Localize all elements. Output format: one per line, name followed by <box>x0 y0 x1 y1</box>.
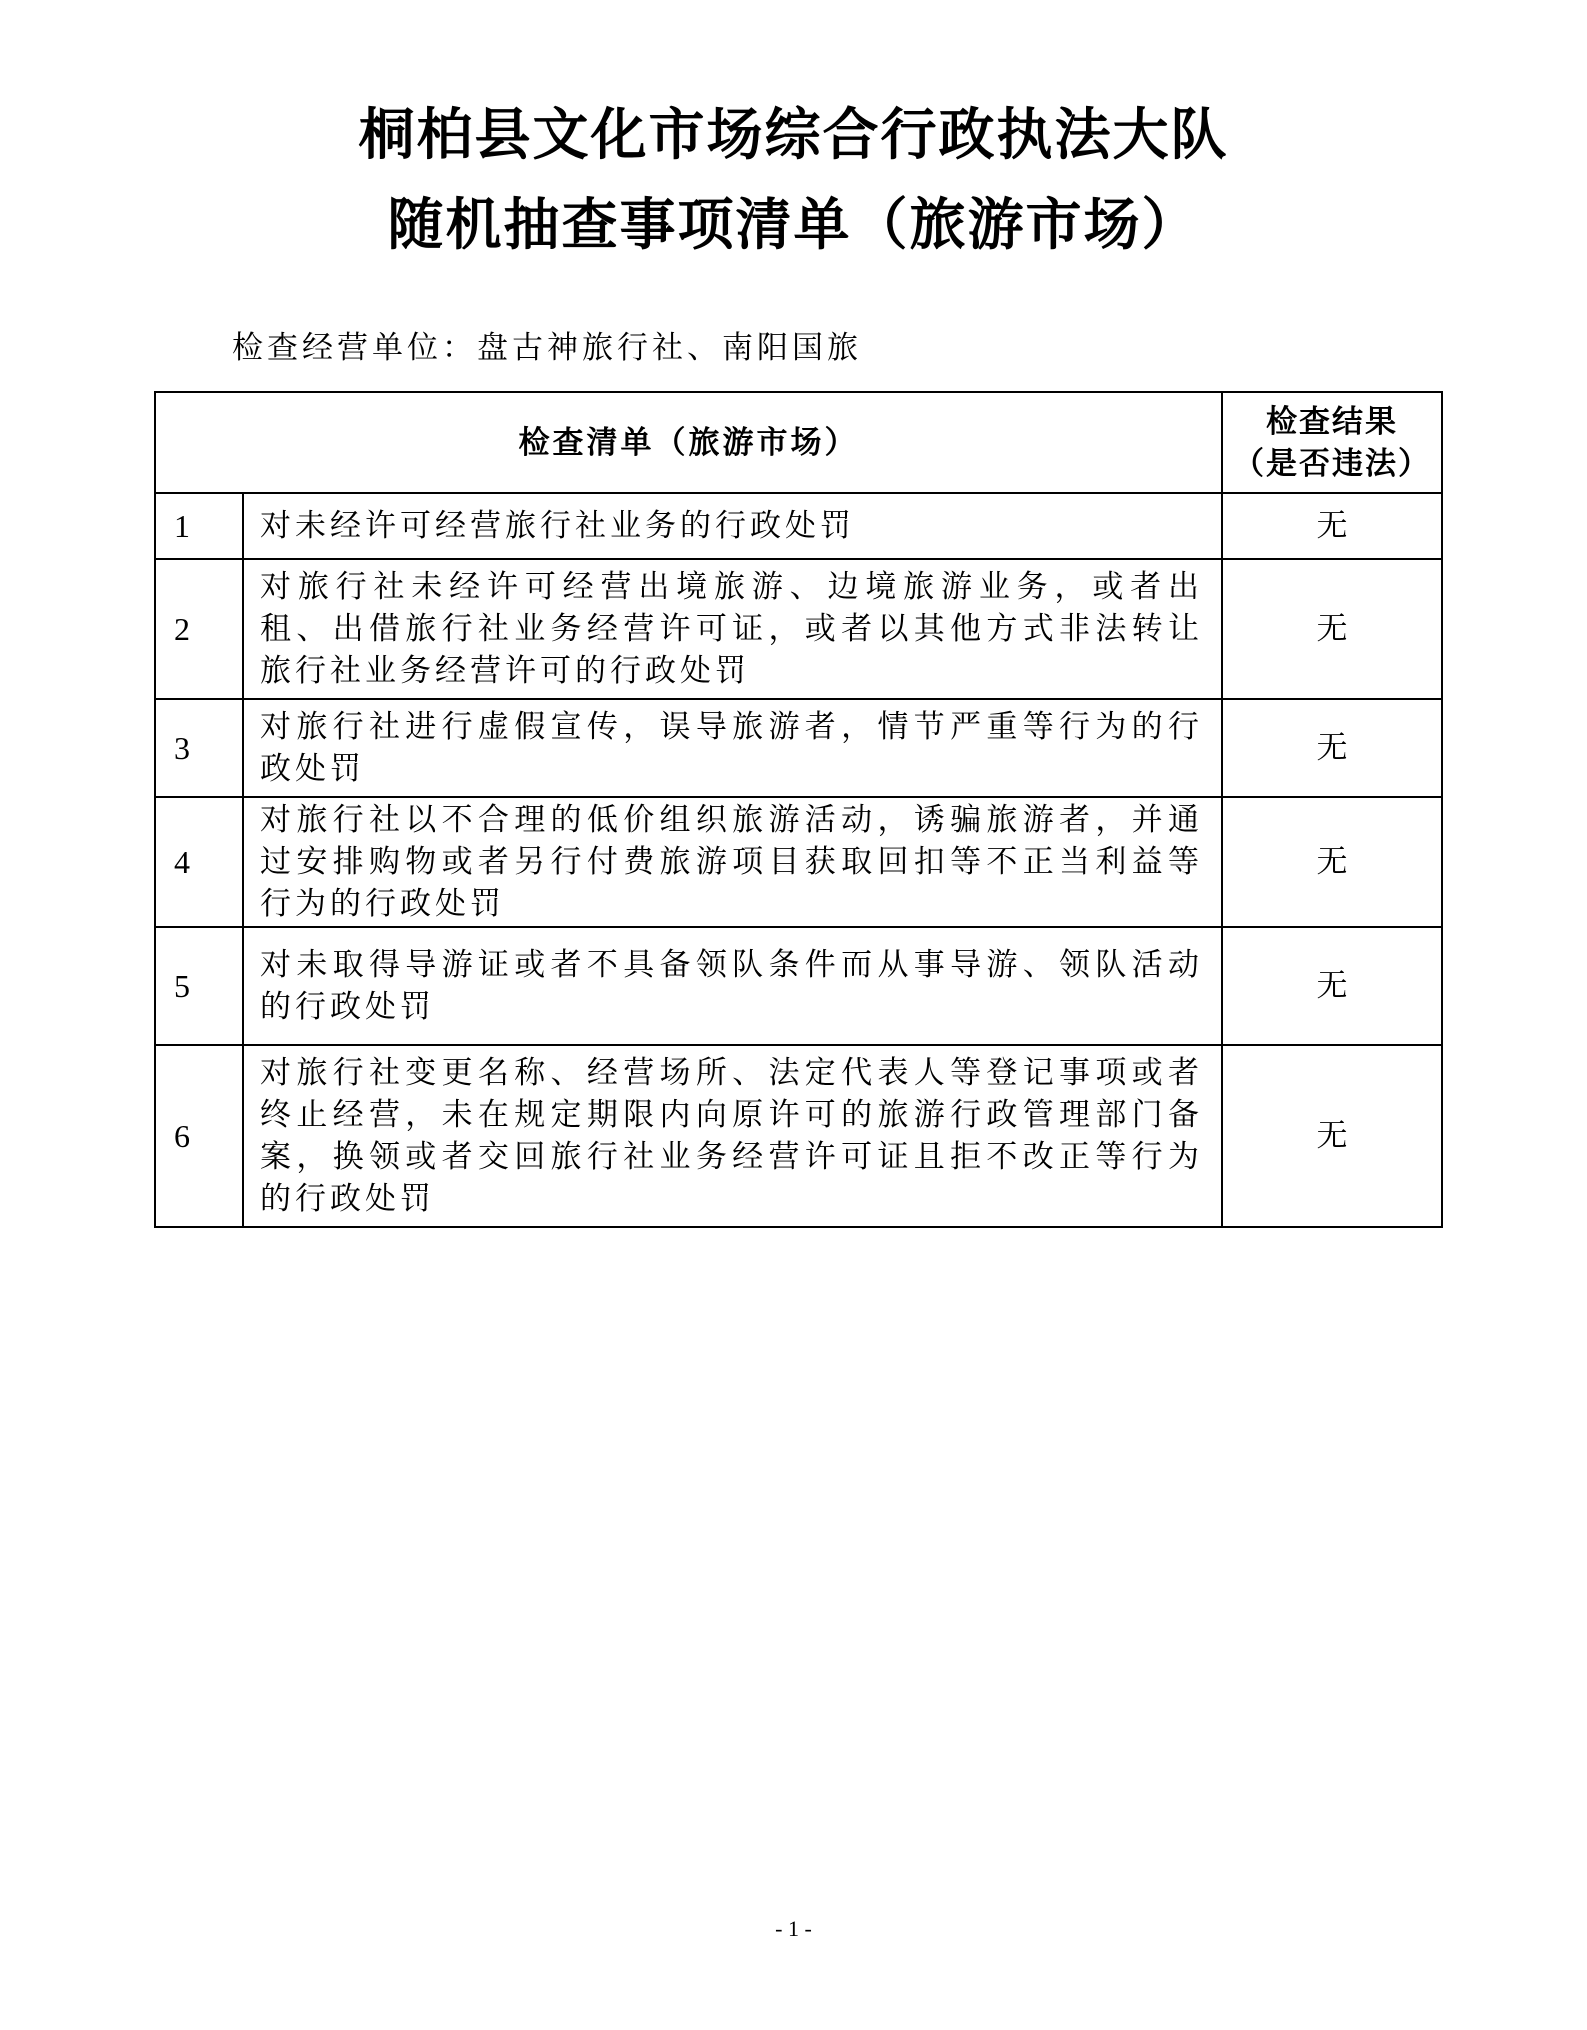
table-row <box>155 797 1442 927</box>
row-item: 对未经许可经营旅行社业务的行政处罚 <box>243 493 1222 559</box>
header-checklist: 检查清单（旅游市场） <box>155 392 1222 493</box>
header-result <box>1222 392 1442 493</box>
table-row <box>155 699 1442 797</box>
row-item: 对旅行社未经许可经营出境旅游、边境旅游业务，或者出租、出借旅行社业务经营许可证，或者以其他方式非法转让旅行社业务经营许可的行政处罚 <box>243 559 1222 699</box>
row-number: 4 <box>155 797 243 927</box>
page-number: - 1 - <box>775 1916 812 1941</box>
document-title-line-2: 随机抽查事项清单（旅游市场） <box>387 193 1200 258</box>
table-row <box>155 1045 1442 1227</box>
row-result: 无 <box>1222 797 1442 927</box>
row-result: 无 <box>1222 493 1442 559</box>
row-item: 对旅行社变更名称、经营场所、法定代表人等登记事项或者终止经营，未在规定期限内向原许可的旅游行政管理部门备案，换领或者交回旅行社业务经营许可证且拒不改正等行为的行政处罚 <box>243 1045 1222 1227</box>
inspected-units: 检查经营单位：盘古神旅行社、南阳国旅 <box>232 330 862 366</box>
row-item: 对未取得导游证或者不具备领队条件而从事导游、领队活动的行政处罚 <box>243 927 1222 1045</box>
table-header-row <box>155 392 1442 493</box>
row-result: 无 <box>1222 927 1442 1045</box>
row-result: 无 <box>1222 1045 1442 1227</box>
table-row <box>155 493 1442 559</box>
row-result: 无 <box>1222 699 1442 797</box>
row-number: 6 <box>155 1045 243 1227</box>
inspection-checklist-table <box>154 391 1443 1228</box>
header-result-line-1: 检查结果 <box>1266 403 1398 440</box>
row-result: 无 <box>1222 559 1442 699</box>
table-row <box>155 559 1442 699</box>
row-number: 3 <box>155 699 243 797</box>
row-number: 2 <box>155 559 243 699</box>
row-number: 5 <box>155 927 243 1045</box>
row-item: 对旅行社以不合理的低价组织旅游活动，诱骗旅游者，并通过安排购物或者另行付费旅游项目获取回扣等不正当利益等行为的行政处罚 <box>243 797 1222 927</box>
row-item: 对旅行社进行虚假宣传，误导旅游者，情节严重等行为的行政处罚 <box>243 699 1222 797</box>
header-result-line-2: （是否违法） <box>1233 445 1431 482</box>
table-row <box>155 927 1442 1045</box>
row-number: 1 <box>155 493 243 559</box>
document-title-line-1: 桐柏县文化市场综合行政执法大队 <box>358 103 1229 168</box>
